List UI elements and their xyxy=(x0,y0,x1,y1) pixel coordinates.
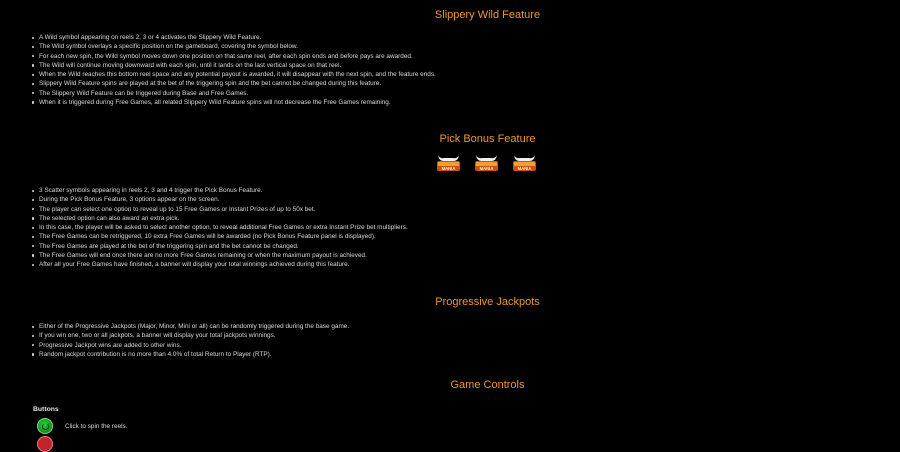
list-item: Progressive Jackpot wins are added to other wins. xyxy=(39,341,859,350)
list-item: The Free Games can be retriggered, 10 extra Free Games will be awarded (no Pick Bonus Feature panel is displayed). xyxy=(39,232,859,241)
list-item: The selected option can also award an extra pick. xyxy=(39,214,859,223)
list-item: Random jackpot contribution is no more than 4.0% of total Return to Player (RTP). xyxy=(39,350,859,359)
svg-text:MANIA: MANIA xyxy=(479,166,494,171)
list-item: A Wild symbol appearing on reels 2, 3 or 4 activates the Slippery Wild Feature. xyxy=(39,33,859,42)
svg-text:MANIA: MANIA xyxy=(441,166,456,171)
list-item: When the Wild reaches this bottom reel space and any potential payout is awarded, it will disappear with the next spin, and the feature ends. xyxy=(39,70,859,79)
list-item: For each new spin, the Wild symbol moves down one position on that same reel, after each spin ends and before pays are awarded. xyxy=(39,52,859,61)
game-controls-title: Game Controls xyxy=(450,379,525,391)
list-item: 3 Scatter symbols appearing in reels 2, 3 and 4 trigger the Pick Bonus Feature. xyxy=(39,186,859,195)
stop-button-icon xyxy=(37,436,53,452)
list-item: When it is triggered during Free Games, all related Slippery Wild Feature spins will not decrease the Free Games remaining. xyxy=(39,98,859,107)
list-item: Either of the Progressive Jackpots (Major, Minor, Mini or all) can be randomly triggered during the base game. xyxy=(39,322,859,331)
list-item: If you win one, two or all jackpots, a banner will display your total jackpots winnings. xyxy=(39,331,859,340)
list-item: The Free Games are played at the bet of the triggering spin and the bet cannot be changed. xyxy=(39,242,859,251)
spin-description: Click to spin the reels. xyxy=(65,422,128,430)
list-item: In this case, the player will be asked to select another option, to reveal additional Free Games or extra Instant Prize bet multipliers. xyxy=(39,223,859,232)
list-item: During the Pick Bonus Feature, 3 options appear on the screen. xyxy=(39,195,859,204)
svg-text:MANIA: MANIA xyxy=(517,166,532,171)
list-item: After all your Free Games have finished, a banner will display your total winnings achieved during this feature. xyxy=(39,260,859,269)
pick-bonus-icons xyxy=(436,152,537,172)
list-item: Slippery Wild Feature spins are played at the bet of the triggering spin and the bet cannot be changed during this feature. xyxy=(39,79,859,88)
progressive-jackpots-title: Progressive Jackpots xyxy=(435,296,540,308)
buffalo-mania-icon xyxy=(512,152,537,172)
slippery-wild-list xyxy=(30,33,859,107)
pick-bonus-list xyxy=(30,186,859,269)
buttons-heading: Buttons xyxy=(33,406,59,413)
spin-button-icon xyxy=(37,418,53,434)
list-item: The Wild symbol overlays a specific position on the gameboard, covering the symbol below. xyxy=(39,42,859,51)
buffalo-mania-icon xyxy=(474,152,499,172)
list-item: The Free Games will end once there are no more Free Games remaining or when the maximum payout is achieved. xyxy=(39,251,859,260)
list-item: The Wild will continue moving downward with each spin, until it lands on the last vertical space on that reel. xyxy=(39,61,859,70)
buffalo-mania-icon xyxy=(436,152,461,172)
spin-control-row xyxy=(37,418,128,434)
list-item: The player can select one option to reveal up to 15 Free Games or Instant Prizes of up to 50x bet. xyxy=(39,205,859,214)
list-item: The Slippery Wild Feature can be triggered during Base and Free Games. xyxy=(39,89,859,98)
progressive-jackpots-list xyxy=(30,322,859,359)
slippery-wild-title: Slippery Wild Feature xyxy=(434,9,541,21)
pick-bonus-title: Pick Bonus Feature xyxy=(439,133,536,145)
